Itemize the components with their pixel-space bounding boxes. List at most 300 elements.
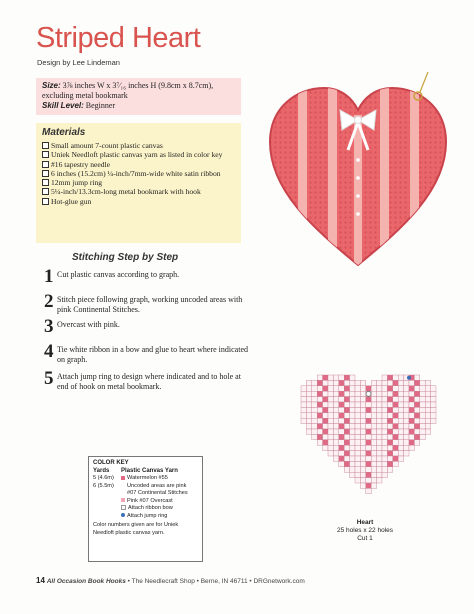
graph-stitch-pink	[409, 402, 414, 407]
graph-stitch-pink	[333, 397, 338, 402]
graph-stitch-pink	[371, 402, 376, 407]
graph-stitch-pink	[377, 461, 382, 466]
graph-stitch-pink	[328, 434, 333, 439]
graph-stitch-pink	[306, 424, 311, 429]
checkbox-icon	[42, 198, 49, 205]
graph-stitch-watermelon	[317, 391, 322, 396]
graph-stitch-pink	[404, 397, 409, 402]
graph-stitch-pink	[414, 418, 419, 423]
graph-stitch-pink	[360, 461, 365, 466]
step-number: 2	[44, 291, 54, 312]
graph-stitch-pink	[371, 451, 376, 456]
graph-stitch-pink	[312, 429, 317, 434]
graph-stitch-pink	[404, 391, 409, 396]
size-label: Size:	[42, 81, 61, 90]
graph-stitch-pink	[420, 380, 425, 385]
graph-stitch-watermelon	[393, 424, 398, 429]
graph-stitch-pink	[398, 456, 403, 461]
graph-stitch-pink	[355, 380, 360, 385]
graph-stitch-pink	[312, 413, 317, 418]
graph-stitch-pink	[350, 418, 355, 423]
graph-stitch-pink	[306, 397, 311, 402]
graph-stitch-pink	[371, 472, 376, 477]
graph-stitch-watermelon	[366, 386, 371, 391]
graph-stitch-pink	[344, 445, 349, 450]
graph-stitch-pink	[306, 386, 311, 391]
graph-stitch-pink	[323, 380, 328, 385]
graph-stitch-pink	[323, 445, 328, 450]
graph-stitch-pink	[382, 440, 387, 445]
graph-stitch-watermelon	[409, 418, 414, 423]
materials-item: Small amount 7-count plastic canvas	[42, 141, 235, 150]
graph-stitch-watermelon	[366, 429, 371, 434]
graph-stitch-pink	[333, 445, 338, 450]
graph-stitch-pink	[377, 472, 382, 477]
graph-stitch-pink	[355, 434, 360, 439]
graph-stitch-pink	[420, 386, 425, 391]
color-key-row: 6 (5.5m) Uncoded areas are pink	[93, 482, 187, 489]
graph-stitch-pink	[366, 488, 371, 493]
graph-stitch-pink	[339, 451, 344, 456]
graph-stitch-pink	[420, 413, 425, 418]
graph-stitch-pink	[360, 429, 365, 434]
graph-stitch-pink	[328, 451, 333, 456]
graph-stitch-pink	[371, 407, 376, 412]
graph-stitch-watermelon	[387, 375, 392, 380]
graph-stitch-pink	[409, 380, 414, 385]
graph-stitch-pink	[360, 418, 365, 423]
graph-stitch-pink	[312, 391, 317, 396]
graph-stitch-pink	[317, 429, 322, 434]
graph-stitch-pink	[312, 380, 317, 385]
graph-stitch-pink	[398, 440, 403, 445]
graph-stitch-pink	[425, 413, 430, 418]
graph-stitch-pink	[431, 386, 436, 391]
size-line	[42, 81, 235, 101]
graph-stitch-pink	[366, 413, 371, 418]
graph-stitch-pink	[350, 380, 355, 385]
graph-stitch-pink	[425, 397, 430, 402]
graph-stitch-pink	[366, 467, 371, 472]
graph-stitch-pink	[360, 407, 365, 412]
graph-stitch-pink	[404, 402, 409, 407]
graph-stitch-watermelon	[317, 434, 322, 439]
step-number: 5	[44, 368, 54, 389]
skill-value: Beginner	[85, 101, 116, 110]
graph-stitch-pink	[301, 397, 306, 402]
graph-stitch-pink	[317, 386, 322, 391]
graph-stitch-pink	[350, 472, 355, 477]
graph-stitch-watermelon	[317, 413, 322, 418]
graph-stitch-pink	[328, 375, 333, 380]
graph-stitch-pink	[366, 434, 371, 439]
graph-stitch-watermelon	[393, 380, 398, 385]
graph-stitch-pink	[350, 391, 355, 396]
materials-heading: Materials	[42, 127, 86, 138]
graph-stitch-watermelon	[409, 397, 414, 402]
graph-stitch-pink	[328, 440, 333, 445]
graph-stitch-pink	[360, 402, 365, 407]
graph-stitch-watermelon	[414, 391, 419, 396]
size-value: 3⅞ inches W x 3⁷⁄₁₆ inches H (9.8cm x 8.7cm), excluding metal bookmark	[42, 81, 214, 100]
graph-stitch-pink	[425, 407, 430, 412]
graph-stitch-watermelon	[387, 397, 392, 402]
graph-stitch-pink	[393, 440, 398, 445]
step-text: Overcast with pink.	[57, 320, 120, 329]
graph-stitch-pink	[377, 434, 382, 439]
graph-stitch-watermelon	[366, 407, 371, 412]
graph-stitch-pink	[323, 391, 328, 396]
graph-stitch-pink	[393, 429, 398, 434]
graph-stitch-pink	[382, 429, 387, 434]
graph-stitch-pink	[425, 386, 430, 391]
graph-stitch-pink	[339, 386, 344, 391]
graph-stitch-watermelon	[339, 391, 344, 396]
graph-stitch-pink	[398, 434, 403, 439]
color-key-header: Yards Plastic Canvas Yarn	[93, 467, 178, 474]
graph-stitch-pink	[382, 380, 387, 385]
graph-stitch-pink	[377, 402, 382, 407]
graph-stitch-pink	[387, 380, 392, 385]
graph-stitch-pink	[312, 407, 317, 412]
graph-stitch-pink	[382, 445, 387, 450]
graph-stitch-pink	[312, 418, 317, 423]
graph-stitch-pink	[344, 413, 349, 418]
graph-stitch-pink	[425, 380, 430, 385]
graph-stitch-pink	[350, 445, 355, 450]
materials-item: 12mm jump ring	[42, 178, 235, 187]
graph-stitch-pink	[323, 424, 328, 429]
graph-stitch-pink	[382, 391, 387, 396]
graph-stitch-pink	[328, 429, 333, 434]
graph-stitch-pink	[355, 386, 360, 391]
size-info-box	[36, 78, 241, 115]
graph-stitch-pink	[328, 418, 333, 423]
graph-stitch-pink	[382, 407, 387, 412]
color-key-title: COLOR KEY	[93, 460, 129, 466]
graph-stitch-pink	[404, 418, 409, 423]
graph-stitch-pink	[350, 397, 355, 402]
graph-stitch-pink	[404, 386, 409, 391]
graph-stitch-pink	[312, 386, 317, 391]
finished-heart-photo	[258, 60, 458, 280]
graph-stitch-pink	[328, 386, 333, 391]
graph-name: Heart	[356, 519, 374, 526]
graph-stitch-pink	[350, 440, 355, 445]
skill-label: Skill Level:	[42, 101, 84, 110]
graph-stitch-pink	[360, 424, 365, 429]
graph-stitch-pink	[301, 407, 306, 412]
graph-stitch-pink	[377, 391, 382, 396]
graph-stitch-watermelon	[344, 397, 349, 402]
graph-stitch-pink	[382, 397, 387, 402]
graph-stitch-pink	[328, 397, 333, 402]
graph-stitch-pink	[398, 391, 403, 396]
graph-stitch-pink	[431, 397, 436, 402]
graph-stitch-pink	[360, 380, 365, 385]
graph-stitch-pink	[420, 418, 425, 423]
graph-stitch-pink	[328, 402, 333, 407]
graph-stitch-pink	[344, 467, 349, 472]
graph-stitch-pink	[414, 440, 419, 445]
checkbox-icon	[42, 161, 49, 168]
graph-stitch-pink	[333, 434, 338, 439]
graph-stitch-pink	[420, 397, 425, 402]
graph-stitch-watermelon	[339, 413, 344, 418]
graph-stitch-pink	[404, 407, 409, 412]
watermelon-swatch-icon	[121, 476, 125, 480]
graph-stitch-watermelon	[339, 434, 344, 439]
graph-stitch-watermelon	[387, 451, 392, 456]
checkbox-icon	[42, 142, 49, 149]
graph-stitch-pink	[377, 456, 382, 461]
graph-stitch-pink	[333, 407, 338, 412]
graph-stitch-pink	[425, 391, 430, 396]
graph-stitch-watermelon	[344, 429, 349, 434]
skill-line	[42, 101, 235, 111]
graph-stitch-pink	[404, 424, 409, 429]
step-text: Stitch piece following graph, working uncoded areas with pink Continental Stitches.	[57, 295, 243, 314]
graph-stitch-watermelon	[366, 418, 371, 423]
graph-stitch-pink	[344, 380, 349, 385]
graph-stitch-pink	[333, 424, 338, 429]
graph-stitch-pink	[382, 413, 387, 418]
graph-stitch-pink	[414, 429, 419, 434]
graph-stitch-pink	[355, 461, 360, 466]
graph-stitch-watermelon	[344, 375, 349, 380]
graph-stitch-pink	[355, 418, 360, 423]
graph-jump-ring-marker	[407, 376, 411, 380]
graph-stitch-pink	[371, 478, 376, 483]
graph-stitch-pink	[425, 424, 430, 429]
graph-stitch-watermelon	[344, 418, 349, 423]
graph-stitch-pink	[377, 451, 382, 456]
graph-stitch-watermelon	[317, 424, 322, 429]
graph-stitch-pink	[339, 418, 344, 423]
graph-stitch-watermelon	[323, 407, 328, 412]
graph-stitch-pink	[420, 407, 425, 412]
graph-stitch-pink	[333, 456, 338, 461]
graph-stitch-pink	[371, 380, 376, 385]
graph-stitch-pink	[371, 413, 376, 418]
graph-stitch-pink	[393, 451, 398, 456]
graph-stitch-pink	[371, 467, 376, 472]
graph-stitch-pink	[328, 424, 333, 429]
graph-stitch-pink	[414, 386, 419, 391]
jump-ring-icon	[121, 513, 125, 517]
graph-stitch-pink	[328, 445, 333, 450]
graph-stitch-watermelon	[387, 418, 392, 423]
graph-stitch-watermelon	[323, 429, 328, 434]
graph-stitch-watermelon	[339, 445, 344, 450]
graph-stitch-watermelon	[393, 456, 398, 461]
graph-stitch-pink	[323, 413, 328, 418]
graph-stitch-pink	[377, 380, 382, 385]
graph-stitch-pink	[382, 402, 387, 407]
graph-stitch-pink	[333, 429, 338, 434]
step-text: Tie white ribbon in a bow and glue to heart where indicated on graph.	[57, 345, 248, 364]
graph-stitch-watermelon	[414, 434, 419, 439]
graph-stitch-pink	[425, 429, 430, 434]
graph-stitch-pink	[425, 418, 430, 423]
graph-stitch-pink	[301, 391, 306, 396]
graph-stitch-watermelon	[344, 451, 349, 456]
graph-stitch-pink	[360, 472, 365, 477]
graph-stitch-pink	[387, 434, 392, 439]
graph-stitch-pink	[333, 402, 338, 407]
graph-stitch-pink	[387, 424, 392, 429]
graph-stitch-pink	[360, 386, 365, 391]
graph-stitch-pink	[360, 440, 365, 445]
graph-size: 25 holes x 22 holes	[336, 527, 393, 534]
graph-stitch-watermelon	[387, 386, 392, 391]
graph-stitch-pink	[377, 440, 382, 445]
graph-stitch-pink	[398, 418, 403, 423]
graph-stitch-pink	[312, 434, 317, 439]
checkbox-icon	[42, 179, 49, 186]
graph-stitch-watermelon	[387, 429, 392, 434]
graph-stitch-pink	[333, 451, 338, 456]
graph-stitch-pink	[360, 445, 365, 450]
graph-stitch-watermelon	[344, 407, 349, 412]
graph-stitch-pink	[355, 413, 360, 418]
graph-stitch-pink	[301, 386, 306, 391]
graph-stitch-pink	[355, 424, 360, 429]
graph-stitch-watermelon	[344, 386, 349, 391]
graph-stitch-pink	[420, 424, 425, 429]
graph-stitch-pink	[360, 478, 365, 483]
graph-stitch-pink	[333, 418, 338, 423]
graph-stitch-pink	[366, 478, 371, 483]
graph-stitch-pink	[339, 375, 344, 380]
materials-box	[36, 123, 241, 243]
materials-list	[42, 141, 235, 206]
graph-stitch-pink	[350, 467, 355, 472]
graph-stitch-pink	[409, 413, 414, 418]
graph-stitch-pink	[431, 407, 436, 412]
graph-stitch-pink	[414, 407, 419, 412]
graph-stitch-pink	[398, 451, 403, 456]
graph-stitch-pink	[371, 418, 376, 423]
graph-stitch-pink	[382, 386, 387, 391]
graph-stitch-pink	[301, 418, 306, 423]
graph-stitch-watermelon	[387, 461, 392, 466]
graph-stitch-pink	[301, 402, 306, 407]
color-key-row: 5 (4.6m) Watermelon #55	[93, 475, 168, 481]
graph-stitch-watermelon	[409, 440, 414, 445]
graph-stitch-pink	[371, 397, 376, 402]
graph-stitch-watermelon	[323, 375, 328, 380]
graph-stitch-watermelon	[339, 456, 344, 461]
graph-stitch-pink	[382, 424, 387, 429]
graph-stitch-pink	[360, 467, 365, 472]
steps-heading: Stitching Step by Step	[72, 252, 179, 263]
step-number: 1	[44, 266, 54, 287]
graph-stitch-pink	[382, 461, 387, 466]
pink-overcast-icon	[121, 498, 125, 502]
graph-stitch-watermelon	[366, 461, 371, 466]
graph-stitch-pink	[306, 407, 311, 412]
materials-item: #16 tapestry needle	[42, 160, 235, 169]
graph-stitch-pink	[414, 397, 419, 402]
graph-stitch-pink	[350, 429, 355, 434]
graph-stitch-pink	[355, 478, 360, 483]
graph-stitch-watermelon	[366, 440, 371, 445]
graph-stitch-pink	[371, 424, 376, 429]
graph-stitch-pink	[404, 440, 409, 445]
graph-stitch-pink	[377, 413, 382, 418]
graph-stitch-watermelon	[393, 391, 398, 396]
graph-stitch-pink	[398, 386, 403, 391]
graph-stitch-pink	[371, 391, 376, 396]
graph-stitch-pink	[420, 391, 425, 396]
graph-stitch-pink	[387, 402, 392, 407]
graph-stitch-pink	[409, 445, 414, 450]
graph-stitch-pink	[355, 391, 360, 396]
checkbox-icon	[42, 151, 49, 158]
graph-stitch-pink	[387, 456, 392, 461]
graph-stitch-pink	[371, 386, 376, 391]
graph-stitch-watermelon	[366, 451, 371, 456]
graph-stitch-pink	[404, 445, 409, 450]
graph-stitch-pink	[350, 386, 355, 391]
graph-stitch-watermelon	[409, 386, 414, 391]
graph-stitch-pink	[393, 397, 398, 402]
graph-stitch-pink	[360, 451, 365, 456]
graph-stitch-pink	[398, 380, 403, 385]
graph-stitch-pink	[339, 461, 344, 466]
graph-stitch-pink	[333, 386, 338, 391]
graph-stitch-pink	[382, 456, 387, 461]
graph-stitch-pink	[317, 407, 322, 412]
graph-stitch-pink	[366, 456, 371, 461]
page-number: 14	[36, 576, 45, 585]
graph-stitch-watermelon	[414, 380, 419, 385]
graph-stitch-pink	[377, 397, 382, 402]
graph-stitch-pink	[377, 418, 382, 423]
graph-stitch-pink	[306, 413, 311, 418]
graph-stitch-pink	[431, 418, 436, 423]
graph-stitch-pink	[306, 380, 311, 385]
graph-stitch-pink	[398, 429, 403, 434]
graph-stitch-pink	[355, 445, 360, 450]
graph-stitch-pink	[333, 391, 338, 396]
step-text: Attach jump ring to design where indicated and to hole at end of hook on metal bookmark.	[57, 372, 241, 391]
graph-stitch-pink	[312, 397, 317, 402]
graph-stitch-watermelon	[344, 440, 349, 445]
graph-stitch-pink	[431, 402, 436, 407]
graph-stitch-watermelon	[393, 413, 398, 418]
graph-stitch-pink	[333, 380, 338, 385]
graph-stitch-pink	[312, 424, 317, 429]
graph-stitch-pink	[431, 391, 436, 396]
graph-stitch-pink	[398, 397, 403, 402]
graph-stitch-watermelon	[317, 402, 322, 407]
graph-stitch-watermelon	[339, 424, 344, 429]
heart-stitch-graph	[298, 372, 438, 518]
graph-stitch-pink	[339, 429, 344, 434]
graph-stitch-pink	[420, 402, 425, 407]
color-key-row: Attach jump ring	[93, 513, 198, 521]
graph-stitch-pink	[371, 461, 376, 466]
graph-stitch-pink	[360, 483, 365, 488]
graph-stitch-pink	[360, 456, 365, 461]
graph-stitch-watermelon	[366, 483, 371, 488]
color-key-row: Pink #07 Overcast	[93, 498, 198, 506]
graph-stitch-pink	[393, 386, 398, 391]
graph-stitch-pink	[317, 375, 322, 380]
graph-stitch-pink	[382, 451, 387, 456]
